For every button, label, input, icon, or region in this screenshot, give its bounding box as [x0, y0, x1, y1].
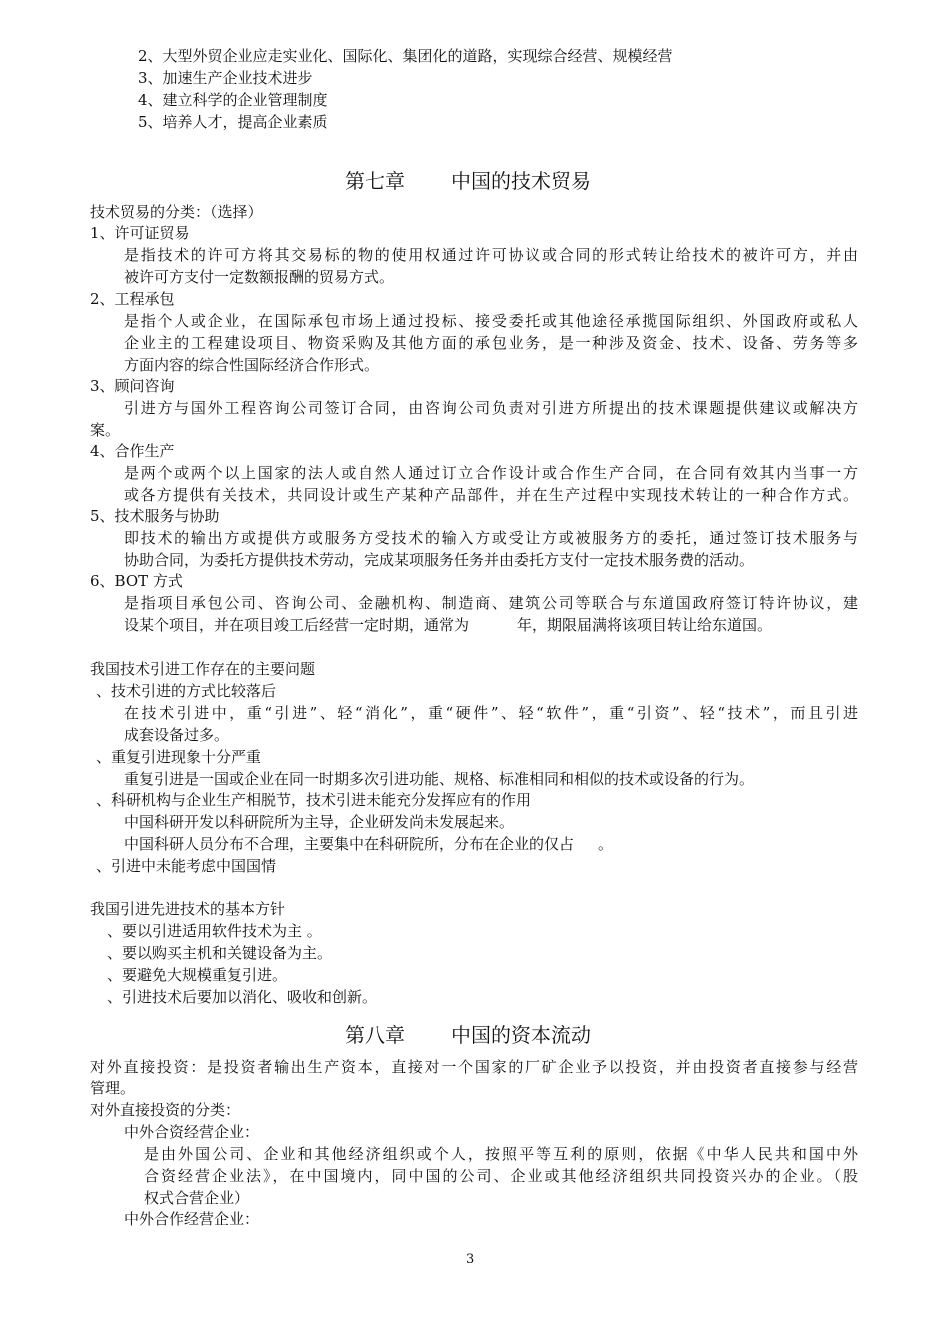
item-text: 即技术的输出方或提供方或服务方受技术的输入方或受让方或被服务方的委托，通过签订技术服务与 [124, 529, 858, 547]
problem-text-part: 。 [598, 835, 614, 853]
item-text: 或各方提供有关技术，共同设计或生产某种产品部件，并在生产过程中实现技术转让的一种合作方式。 [124, 486, 858, 504]
chapter-7-title [345, 168, 591, 194]
section-heading: 我国技术引进工作存在的主要问题 [90, 660, 316, 678]
problem-label: 、科研机构与企业生产相脱节，技术引进未能充分发挥应有的作用 [96, 791, 532, 809]
item-text: 企业主的工程建设项目、物资采购及其他方面的承包业务，是一种涉及资金、技术、设备、劳务等多 [124, 334, 858, 352]
item-text: 是指技术的许可方将其交易标的物的使用权通过许可协议或合同的形式转让给技术的被许可方，并由 [124, 246, 858, 264]
subsection-text: 权式合营企业） [144, 1189, 250, 1207]
problem-text: 成套设备过多。 [124, 726, 230, 744]
item-text: 案。 [90, 421, 121, 439]
list-item: 、要避免大规模重复引进。 [107, 966, 288, 984]
item-label: 2、工程承包 [90, 290, 175, 308]
problem-label: 、引进中未能考虑中国国情 [96, 857, 277, 875]
item-text: 是两个或两个以上国家的法人或自然人通过订立合作设计或合作生产合同，在合同有效其内当事一方 [124, 464, 858, 482]
chapter-name: 中国的资本流动 [451, 1023, 591, 1047]
item-label: 5、技术服务与协助 [90, 507, 220, 525]
subsection-text: 合资经营企业法》，在中国境内，同中国的公司、企业或其他经济组织共同投资兴办的企业。（股 [144, 1167, 858, 1185]
item-text: 方面内容的综合性国际经济合作形式。 [124, 356, 380, 374]
problem-label: 、重复引进现象十分严重 [96, 748, 262, 766]
item-text: 是指项目承包公司、咨询公司、金融机构、制造商、建筑公司等联合与东道国政府签订特许协议，建 [124, 594, 858, 612]
section-heading: 对外直接投资的分类： [90, 1101, 241, 1119]
subsection-label: 中外合资经营企业： [124, 1123, 260, 1141]
problem-text-part: 中国科研人员分布不合理，主要集中在科研院所，分布在企业的仅占 [124, 835, 575, 853]
chapter-name: 中国的技术贸易 [451, 169, 591, 193]
subsection-text: 是由外国公司、企业和其他经济组织或个人，按照平等互利的原则，依据《中华人民共和国中外 [144, 1145, 858, 1163]
subsection-label: 中外合作经营企业： [124, 1210, 260, 1228]
item-text-part: 年，期限届满将该项目转让给东道国。 [517, 616, 773, 634]
list-item: 5、培养人才，提高企业素质 [138, 113, 328, 131]
list-item: 、要以引进适用软件技术为主 。 [107, 922, 322, 940]
chapter-8-title [345, 1022, 591, 1048]
list-item: 3、加速生产企业技术进步 [138, 69, 313, 87]
item-text: 引进方与国外工程咨询公司签订合同，由咨询公司负责对引进方所提出的技术课题提供建议或解决方 [124, 399, 858, 417]
definition-text: 对外直接投资：是投资者输出生产资本，直接对一个国家的厂矿企业予以投资，并由投资者直接参与经营 [90, 1058, 858, 1076]
problem-text: 中国科研开发以科研院所为主导，企业研发尚未发展起来。 [124, 813, 515, 831]
item-text: 协助合同，为委托方提供技术劳动，完成某项服务任务并由委托方支付一定技术服务费的活动。 [124, 551, 755, 569]
section-heading: 我国引进先进技术的基本方针 [90, 900, 286, 918]
chapter-number: 第七章 [345, 169, 405, 193]
item-text [124, 615, 772, 635]
list-item: 4、建立科学的企业管理制度 [138, 91, 328, 109]
item-text-part: 设某个项目，并在项目竣工后经营一定时期，通常为 [124, 616, 470, 634]
page-number: 3 [466, 1252, 475, 1267]
item-label: 3、顾问咨询 [90, 377, 175, 395]
list-item: 2、大型外贸企业应走实业化、国际化、集团化的道路，实现综合经营、规模经营 [138, 47, 673, 65]
problem-text: 在技术引进中，重“引进”、轻“消化”，重“硬件”、轻“软件”，重“引资”、轻“技术”，而且引进 [124, 704, 858, 722]
item-label: 6、BOT 方式 [90, 572, 183, 590]
section-intro: 技术贸易的分类：（选择） [90, 203, 263, 221]
list-item: 、引进技术后要加以消化、吸收和创新。 [107, 988, 378, 1006]
item-text: 被许可方支付一定数额报酬的贸易方式。 [124, 268, 395, 286]
list-item: 、要以购买主机和关键设备为主。 [107, 944, 333, 962]
problem-label: 、技术引进的方式比较落后 [96, 682, 277, 700]
item-label: 1、许可证贸易 [90, 224, 190, 242]
item-text: 是指个人或企业，在国际承包市场上通过投标、接受委托或其他途径承揽国际组织、外国政府或私人 [124, 312, 858, 330]
item-label: 4、合作生产 [90, 442, 175, 460]
chapter-number: 第八章 [345, 1023, 405, 1047]
problem-text [124, 834, 613, 854]
problem-text: 重复引进是一国或企业在同一时期多次引进功能、规格、标准相同和相似的技术或设备的行为。 [124, 770, 755, 788]
definition-text: 管理。 [90, 1079, 136, 1097]
